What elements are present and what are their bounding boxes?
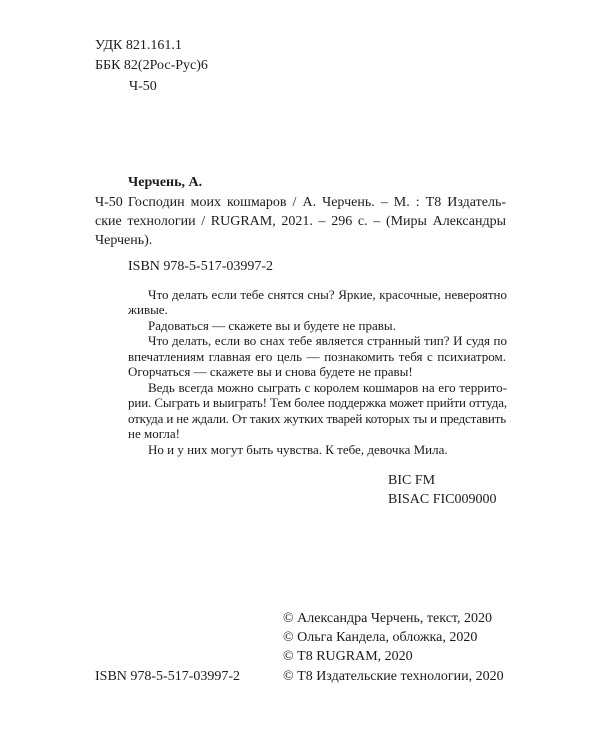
annotation-text: рии. Сыграть и выиграть! Тем более поддержка может прийти оттуда, [128, 395, 507, 410]
record-description-line [128, 193, 506, 212]
copyright-line: © Александра Черчень, текст, 2020 [283, 611, 492, 626]
annotation-line: Но и у них могут быть чувства. К тебе, девочка Мила. [148, 442, 448, 457]
annotation-line [148, 333, 507, 349]
udk-code: УДК 821.161.1 [95, 38, 182, 53]
record-description-text: Господин моих кошмаров / А. Черчень. – М. : Т8 Издатель- [128, 195, 506, 210]
copyright-line: © Т8 Издательские технологии, 2020 [283, 669, 504, 684]
bbk-code: ББК 82(2Рос-Рус)6 [95, 58, 208, 73]
annotation-line [128, 395, 507, 411]
record-description-line [95, 212, 506, 231]
annotation-text: откуда и не ждали. От таких жутких тварей которых ты и представить [128, 411, 506, 426]
copyright-line: © Т8 RUGRAM, 2020 [283, 649, 413, 664]
annotation-text: Ведь всегда можно сыграть с королем кошмаров на его террито- [148, 380, 507, 395]
annotation-line: Огорчаться — скажете вы и снова будете не правы! [128, 364, 413, 379]
annotation-line [148, 380, 507, 396]
bic-code: BIC FM [388, 473, 436, 488]
annotation-line: не могла! [128, 426, 180, 441]
annotation-line: Радоваться — скажете вы и будете не правы. [148, 318, 396, 333]
annotation-line: живые. [128, 302, 168, 317]
record-author: Черчень, А. [128, 175, 203, 190]
annotation-line [148, 287, 507, 303]
copyright-line: © Ольга Кандела, обложка, 2020 [283, 630, 478, 645]
author-sign-top: Ч-50 [129, 79, 157, 94]
annotation-line [128, 349, 506, 365]
record-isbn: ISBN 978-5-517-03997-2 [128, 259, 274, 274]
record-author-sign: Ч-50 [95, 195, 123, 210]
annotation-text: Что делать, если во снах тебе является странный тип? И судя по [148, 333, 507, 348]
footer-isbn: ISBN 978-5-517-03997-2 [95, 669, 241, 684]
record-description-text: ские технологии / RUGRAM, 2021. – 296 с. – (Миры Александры [95, 214, 506, 229]
annotation-text: Что делать если тебе снятся сны? Яркие, красочные, невероятно [148, 287, 507, 302]
annotation-text: впечатлениям главная его цель — познакомить тебя с психиатром. [128, 349, 506, 364]
annotation-line [128, 411, 506, 427]
bisac-code: BISAC FIC009000 [388, 492, 497, 507]
record-description-line: Черчень). [95, 233, 153, 248]
